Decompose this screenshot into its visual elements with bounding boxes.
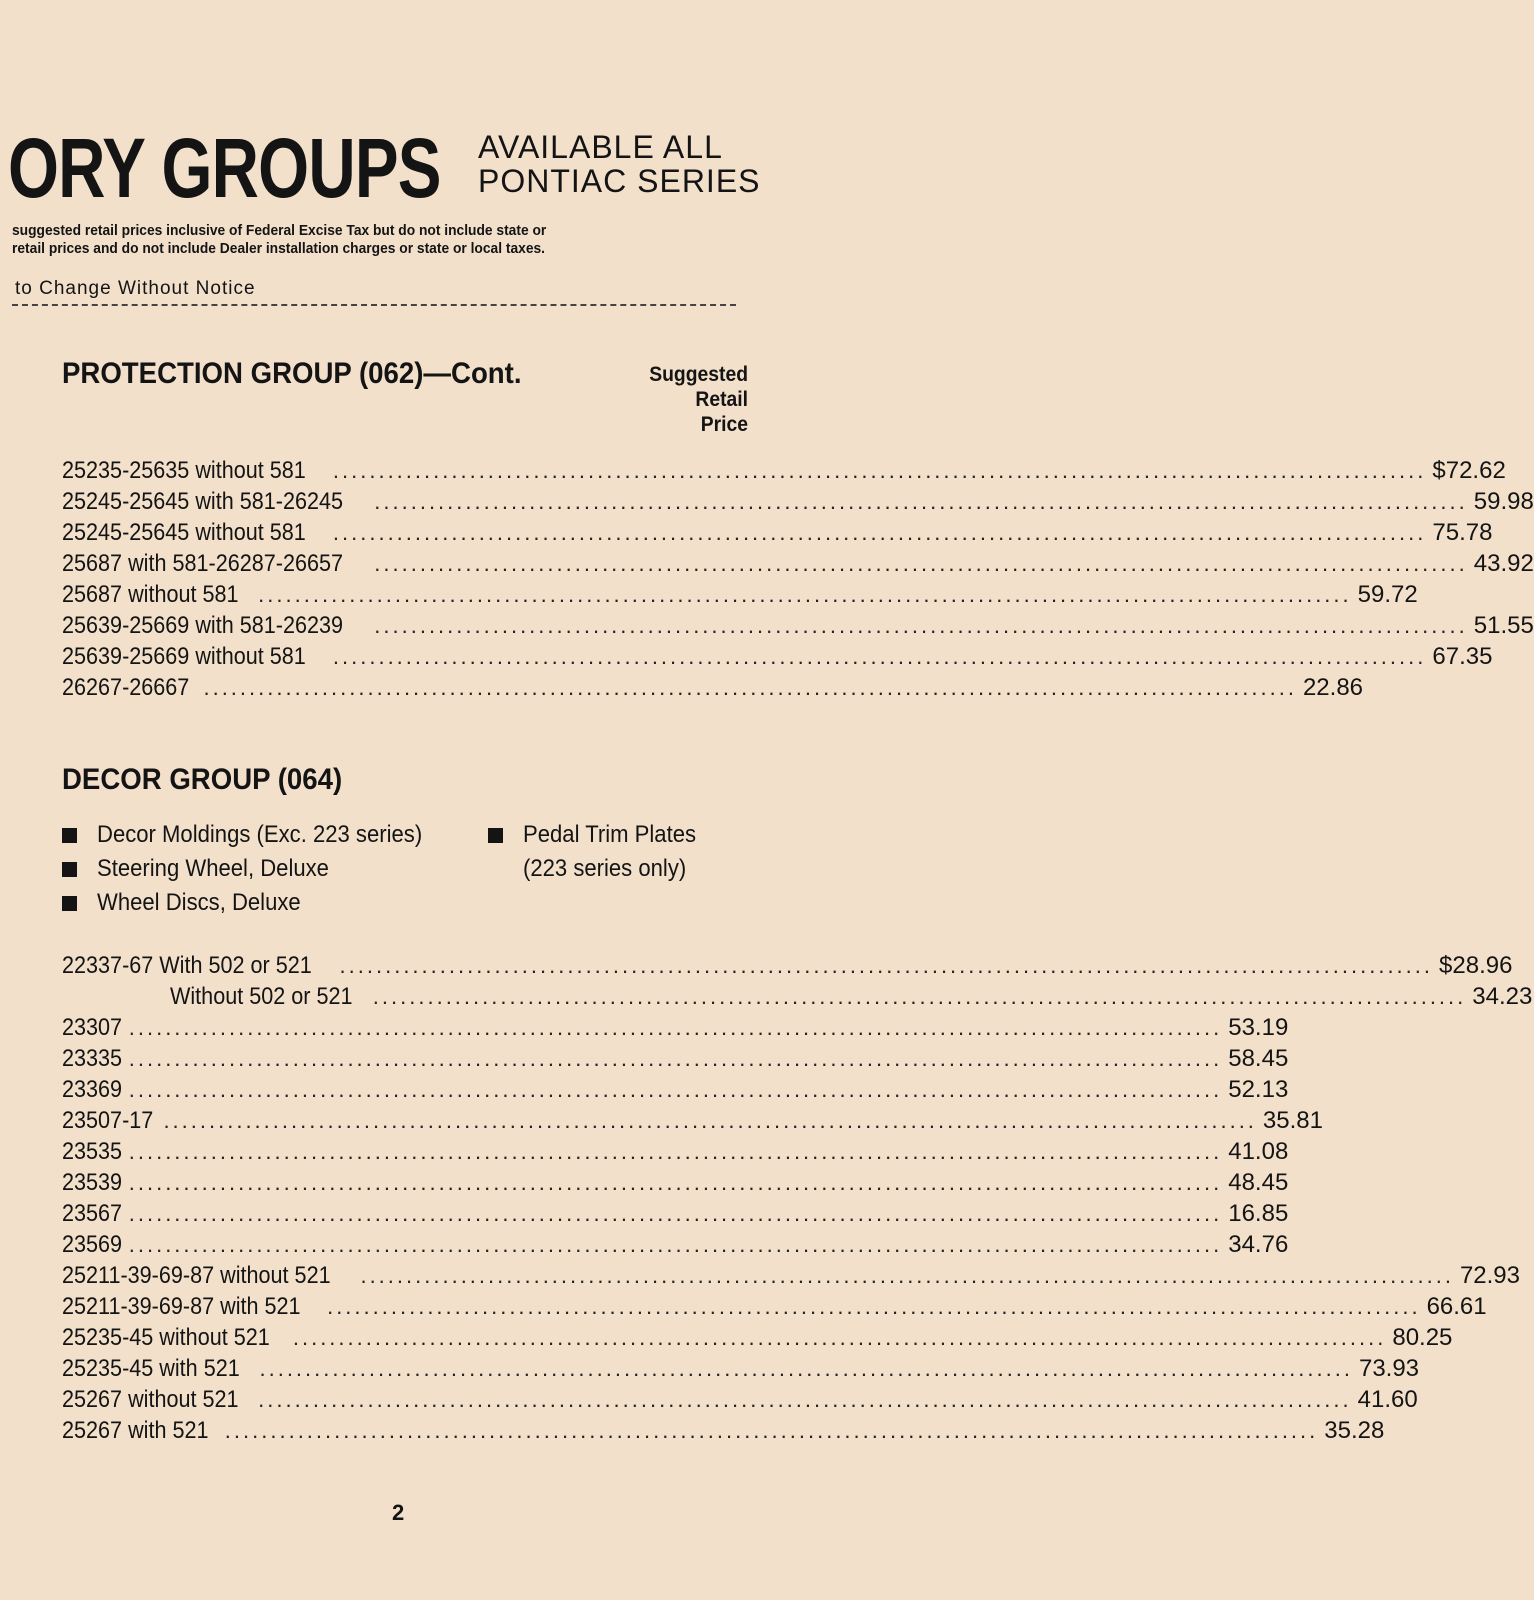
price-row-label: 23535 — [62, 1138, 123, 1165]
price-note-line-2: retail prices and do not include Dealer installation charges or state or local taxes. — [12, 240, 546, 257]
bullet-square-icon — [62, 828, 77, 843]
price-row-value: 22.86 — [1302, 674, 1364, 701]
price-row-label: 25687 with 581-26287-26657 — [62, 550, 344, 577]
price-row — [62, 1260, 1520, 1291]
price-row-label: 25639-25669 with 581-26239 — [62, 612, 344, 639]
price-row-label: 26267-26667 — [62, 674, 190, 701]
dot-leader: ........................................................................................................................ — [332, 458, 1427, 483]
price-row — [62, 1415, 1385, 1446]
page-header — [0, 118, 800, 215]
price-row-label: 23507-17 — [62, 1107, 154, 1134]
price-row-label: 25267 with 521 — [62, 1417, 209, 1444]
price-row-value: 48.45 — [1228, 1169, 1289, 1196]
price-row — [62, 1322, 1453, 1353]
price-row-value: 72.93 — [1459, 1262, 1520, 1289]
feature-item: Wheel Discs, Deluxe — [62, 886, 318, 920]
price-row-value: 51.55 — [1473, 612, 1534, 639]
price-row — [62, 548, 1534, 579]
price-row-value: 52.13 — [1228, 1076, 1289, 1103]
feature-item: Pedal Trim Plates — [488, 818, 711, 852]
bullet-square-icon — [488, 828, 503, 843]
price-row — [62, 950, 1513, 981]
dot-leader: ........................................................................................................................ — [128, 1170, 1223, 1195]
decor-price-list — [62, 950, 1533, 1446]
price-row-label: 23369 — [62, 1076, 123, 1103]
price-row — [62, 1291, 1487, 1322]
dot-leader: ........................................................................................................................ — [292, 1325, 1387, 1350]
price-row — [62, 579, 1418, 610]
price-row — [62, 610, 1534, 641]
dot-leader: ........................................................................................................................ — [259, 1356, 1353, 1381]
price-row-label: 25235-25635 without 581 — [62, 457, 306, 484]
price-row — [62, 1074, 1289, 1105]
price-row-value: 34.76 — [1228, 1231, 1289, 1258]
dot-leader: ........................................................................................................................ — [128, 1232, 1223, 1257]
protection-price-list — [62, 455, 1534, 703]
price-row — [62, 1167, 1289, 1198]
price-row-value: 28.96 — [1452, 952, 1513, 979]
price-row — [62, 517, 1493, 548]
bullet-square-icon — [62, 862, 77, 877]
price-row-value: 80.25 — [1392, 1324, 1453, 1351]
page-title: ORY GROUPS — [8, 121, 441, 215]
price-row-value: 59.98 — [1473, 488, 1534, 515]
dot-leader: ........................................................................................................................ — [258, 1387, 1352, 1412]
bullet-square-icon — [62, 896, 77, 911]
price-head-line-2: Retail — [695, 388, 748, 411]
feature-item-continued: (223 series only) — [523, 855, 687, 882]
dashed-divider — [12, 304, 736, 306]
price-row-label: 23567 — [62, 1200, 123, 1227]
price-row — [62, 1043, 1289, 1074]
dot-leader: ........................................................................................................................ — [374, 613, 1468, 638]
price-row-label: 23539 — [62, 1169, 123, 1196]
price-row — [62, 455, 1506, 486]
dot-leader: ........................................................................................................................ — [374, 489, 1468, 514]
dot-leader: ........................................................................................................................ — [258, 582, 1352, 607]
dot-leader: ........................................................................................................................ — [327, 1294, 1421, 1319]
change-notice: to Change Without Notice — [15, 278, 256, 299]
price-row-value: 41.60 — [1357, 1386, 1418, 1413]
protection-group-title: PROTECTION GROUP (062)—Cont. — [62, 357, 522, 390]
price-row-value: 73.93 — [1358, 1355, 1420, 1382]
price-row-value: 16.85 — [1228, 1200, 1289, 1227]
dot-leader: ........................................................................................................................ — [203, 675, 1297, 700]
price-row-label: 25639-25669 without 581 — [62, 643, 306, 670]
price-row — [62, 1353, 1420, 1384]
dot-leader: ........................................................................................................................ — [128, 1015, 1223, 1040]
price-row-label: 25267 without 521 — [62, 1386, 239, 1413]
price-row — [62, 672, 1364, 703]
feature-item: Steering Wheel, Deluxe — [62, 852, 349, 886]
price-row-label: 23335 — [62, 1045, 123, 1072]
price-row-label: 25235-45 with 521 — [62, 1355, 240, 1382]
price-row-label: 25245-25645 without 581 — [62, 519, 306, 546]
price-note-line-1: suggested retail prices inclusive of Federal Excise Tax but do not include state or — [12, 222, 547, 239]
price-note — [12, 222, 730, 258]
price-head-line-3: Price — [700, 413, 748, 436]
price-row-value: 53.19 — [1228, 1014, 1289, 1041]
dot-leader: ........................................................................................................................ — [339, 953, 1434, 978]
price-row-label: 25211-39-69-87 with 521 — [62, 1293, 301, 1320]
dot-leader: ........................................................................................................................ — [374, 551, 1468, 576]
dot-leader: ........................................................................................................................ — [128, 1201, 1223, 1226]
price-row — [62, 1136, 1289, 1167]
price-row-currency: $ — [1439, 952, 1453, 979]
price-row — [62, 1229, 1289, 1260]
price-row-value: 59.72 — [1357, 581, 1418, 608]
price-row — [62, 1105, 1323, 1136]
dot-leader: ........................................................................................................................ — [224, 1418, 1319, 1443]
price-row-label: Without 502 or 521 — [170, 983, 353, 1010]
dot-leader: ........................................................................................................................ — [372, 984, 1467, 1009]
price-row-value: 72.62 — [1445, 457, 1506, 484]
price-row-currency: $ — [1432, 457, 1446, 484]
price-row-value: 35.28 — [1324, 1417, 1385, 1444]
price-column-header — [628, 362, 748, 437]
feature-item: Decor Moldings (Exc. 223 series) — [62, 818, 450, 852]
price-row — [62, 981, 1533, 1012]
availability-line-2: PONTIAC SERIES — [478, 163, 761, 199]
price-row-label: 25245-25645 with 581-26245 — [62, 488, 344, 515]
price-row-label: 25687 without 581 — [62, 581, 239, 608]
price-row — [62, 1198, 1289, 1229]
dot-leader: ........................................................................................................................ — [360, 1263, 1454, 1288]
price-row-value: 34.23 — [1472, 983, 1533, 1010]
price-row-label: 23307 — [62, 1014, 123, 1041]
dot-leader: ........................................................................................................................ — [332, 644, 1427, 669]
price-row-value: 41.08 — [1228, 1138, 1289, 1165]
price-row-label: 23569 — [62, 1231, 123, 1258]
decor-group-title: DECOR GROUP (064) — [62, 763, 343, 796]
price-row — [62, 641, 1493, 672]
availability-note — [478, 130, 761, 198]
price-row-label: 25235-45 without 521 — [62, 1324, 270, 1351]
price-row — [62, 1012, 1289, 1043]
dot-leader: ........................................................................................................................ — [128, 1077, 1223, 1102]
price-head-line-1: Suggested — [649, 363, 748, 386]
price-row-label: 22337-67 With 502 or 521 — [62, 952, 312, 979]
dot-leader: ........................................................................................................................ — [163, 1108, 1257, 1133]
price-row-value: 66.61 — [1426, 1293, 1487, 1320]
dot-leader: ........................................................................................................................ — [128, 1046, 1223, 1071]
page-number: 2 — [392, 1500, 405, 1525]
availability-line-1: AVAILABLE ALL — [478, 129, 723, 165]
price-row — [62, 486, 1534, 517]
price-row-value: 75.78 — [1432, 519, 1493, 546]
price-row-value: 35.81 — [1262, 1107, 1323, 1134]
price-row-value: 43.92 — [1473, 550, 1534, 577]
price-row — [62, 1384, 1418, 1415]
price-row-value: 67.35 — [1432, 643, 1493, 670]
price-row-label: 25211-39-69-87 without 521 — [62, 1262, 331, 1289]
dot-leader: ........................................................................................................................ — [128, 1139, 1223, 1164]
dot-leader: ........................................................................................................................ — [332, 520, 1427, 545]
price-row-value: 58.45 — [1228, 1045, 1289, 1072]
